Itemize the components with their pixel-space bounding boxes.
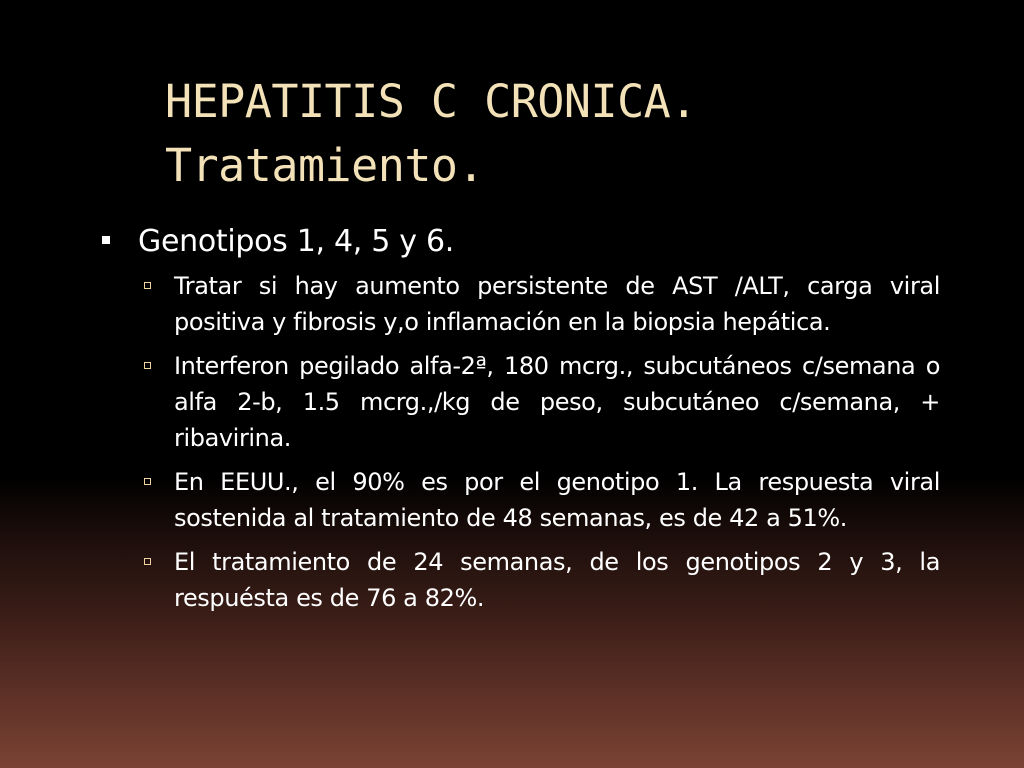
hollow-square-bullet-icon: [144, 558, 151, 565]
title-line-2: Tratamiento.: [165, 139, 485, 192]
slide-body: [100, 222, 940, 624]
hollow-square-bullet-icon: [144, 478, 151, 485]
sub-bullet-item: [100, 464, 940, 536]
square-bullet-icon: [102, 236, 110, 244]
title-line-1: HEPATITIS C CRONICA.: [165, 75, 697, 128]
sub-bullet-list: [100, 268, 940, 616]
bullet-genotipos: [100, 222, 940, 262]
hollow-square-bullet-icon: [144, 282, 151, 289]
sub-bullet-text: En EEUU., el 90% es por el genotipo 1. La respuesta viral sostenida al tratamiento de 48 semanas, es de 42 a 51%.: [174, 468, 940, 532]
hollow-square-bullet-icon: [144, 362, 151, 369]
bullet-text: Genotipos 1, 4, 5 y 6.: [138, 224, 454, 259]
sub-bullet-text: El tratamiento de 24 semanas, de los genotipos 2 y 3, la respuésta es de 76 a 82%.: [174, 548, 940, 612]
sub-bullet-item: [100, 544, 940, 616]
sub-bullet-item: [100, 348, 940, 456]
sub-bullet-text: Interferon pegilado alfa-2ª, 180 mcrg., subcutáneos c/semana o alfa 2-b, 1.5 mcrg.,/kg de peso, subcutáneo c/semana, + ribavirina.: [174, 352, 940, 452]
sub-bullet-text: Tratar si hay aumento persistente de AST /ALT, carga viral positiva y fibrosis y,o inflamación en la biopsia hepática.: [174, 272, 940, 336]
slide-title: [165, 70, 985, 198]
sub-bullet-item: [100, 268, 940, 340]
